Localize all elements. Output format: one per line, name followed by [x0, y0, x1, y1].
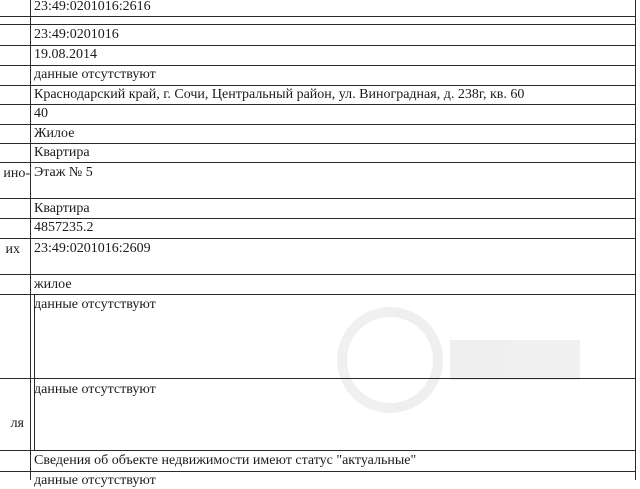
- row-divider: [0, 274, 635, 275]
- area: 40: [34, 106, 48, 121]
- left-label-fragment: ино-: [3, 166, 30, 181]
- purpose: Жилое: [34, 126, 75, 141]
- row-divider: [0, 124, 635, 125]
- row-divider: [0, 65, 635, 66]
- watermark-logo: [330, 300, 590, 440]
- parent-cadastral-number: 23:49:0201016:2609: [34, 241, 151, 256]
- cadastral-number: 23:49:0201016:2616: [34, 0, 151, 14]
- address: Краснодарский край, г. Сочи, Центральный район, ул. Виноградная, д. 238г, кв. 60: [34, 87, 525, 102]
- row-divider: [0, 238, 635, 239]
- column-divider: [30, 0, 31, 480]
- row-divider: [0, 45, 635, 46]
- row-divider: [0, 198, 635, 199]
- value-cell: данные отсутствуют: [34, 67, 156, 82]
- row-divider: [0, 378, 635, 379]
- row-divider: [0, 471, 635, 472]
- value-cell: данные отсутствуют: [34, 473, 156, 488]
- row-divider: [0, 16, 635, 17]
- cadastral-quarter: 23:49:0201016: [34, 27, 119, 42]
- left-label-fragment: ля: [10, 416, 24, 431]
- row-divider: [0, 104, 635, 105]
- row-divider: [0, 218, 635, 219]
- row-divider: [0, 85, 635, 86]
- row-divider: [0, 143, 635, 144]
- status-text: Сведения об объекте недвижимости имеют статус "актуальные": [34, 453, 417, 468]
- usage-type: жилое: [34, 277, 72, 292]
- cadastral-value: 4857235.2: [34, 220, 94, 235]
- row-divider: [0, 294, 635, 295]
- floor-number: Этаж № 5: [34, 165, 93, 180]
- value-cell: данные отсутствуют: [34, 382, 156, 397]
- left-label-fragment: их: [5, 242, 20, 257]
- row-divider: [0, 162, 635, 163]
- table-right-border: [635, 0, 636, 480]
- object-type: Квартира: [34, 201, 90, 216]
- row-divider: [0, 24, 635, 25]
- value-cell: данные отсутствуют: [34, 297, 156, 312]
- row-divider: [0, 450, 635, 451]
- object-name: Квартира: [34, 145, 90, 160]
- registration-date: 19.08.2014: [34, 47, 97, 62]
